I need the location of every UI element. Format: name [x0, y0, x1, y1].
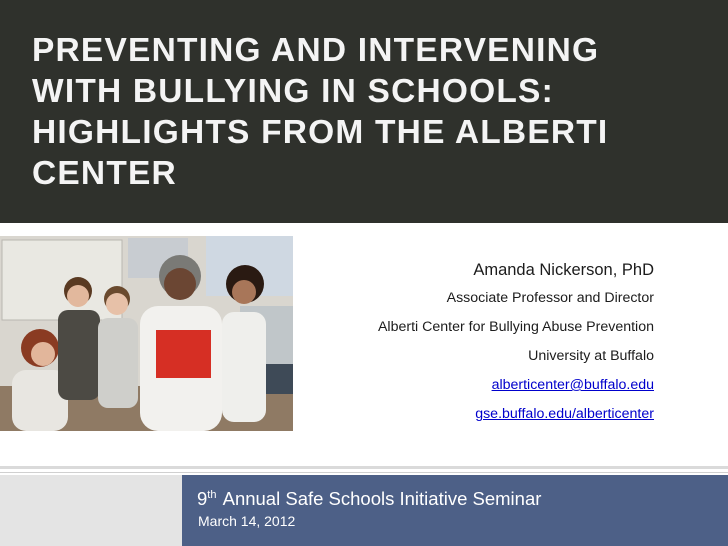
classroom-photo [0, 236, 293, 431]
footer-divider [0, 466, 728, 469]
presenter-role: Associate Professor and Director [446, 290, 654, 306]
seminar-name: Annual Safe Schools Initiative Seminar [218, 488, 542, 509]
presenter-name: Amanda Nickerson, PhD [473, 261, 654, 279]
title-band [0, 0, 728, 223]
presenter-details [378, 260, 654, 434]
email-link[interactable]: alberticenter@buffalo.edu [491, 377, 654, 393]
presenter-center: Alberti Center for Bullying Abuse Prevention [377, 319, 654, 335]
footer-accent [0, 475, 182, 546]
seminar-ordinal-number: 9 [197, 488, 208, 509]
seminar-title [197, 483, 541, 511]
slide-title: PREVENTING AND INTERVENING WITH BULLYING IN SCHOOLS: HIGHLIGHTS FROM THE ALBERTI CENTER [32, 32, 609, 192]
footer-divider-thin [0, 472, 728, 473]
website-link[interactable]: gse.buffalo.edu/alberticenter [475, 406, 654, 422]
presenter-university: University at Buffalo [528, 348, 654, 364]
seminar-date: March 14, 2012 [198, 513, 296, 529]
seminar-ordinal-suffix: th [207, 489, 217, 501]
